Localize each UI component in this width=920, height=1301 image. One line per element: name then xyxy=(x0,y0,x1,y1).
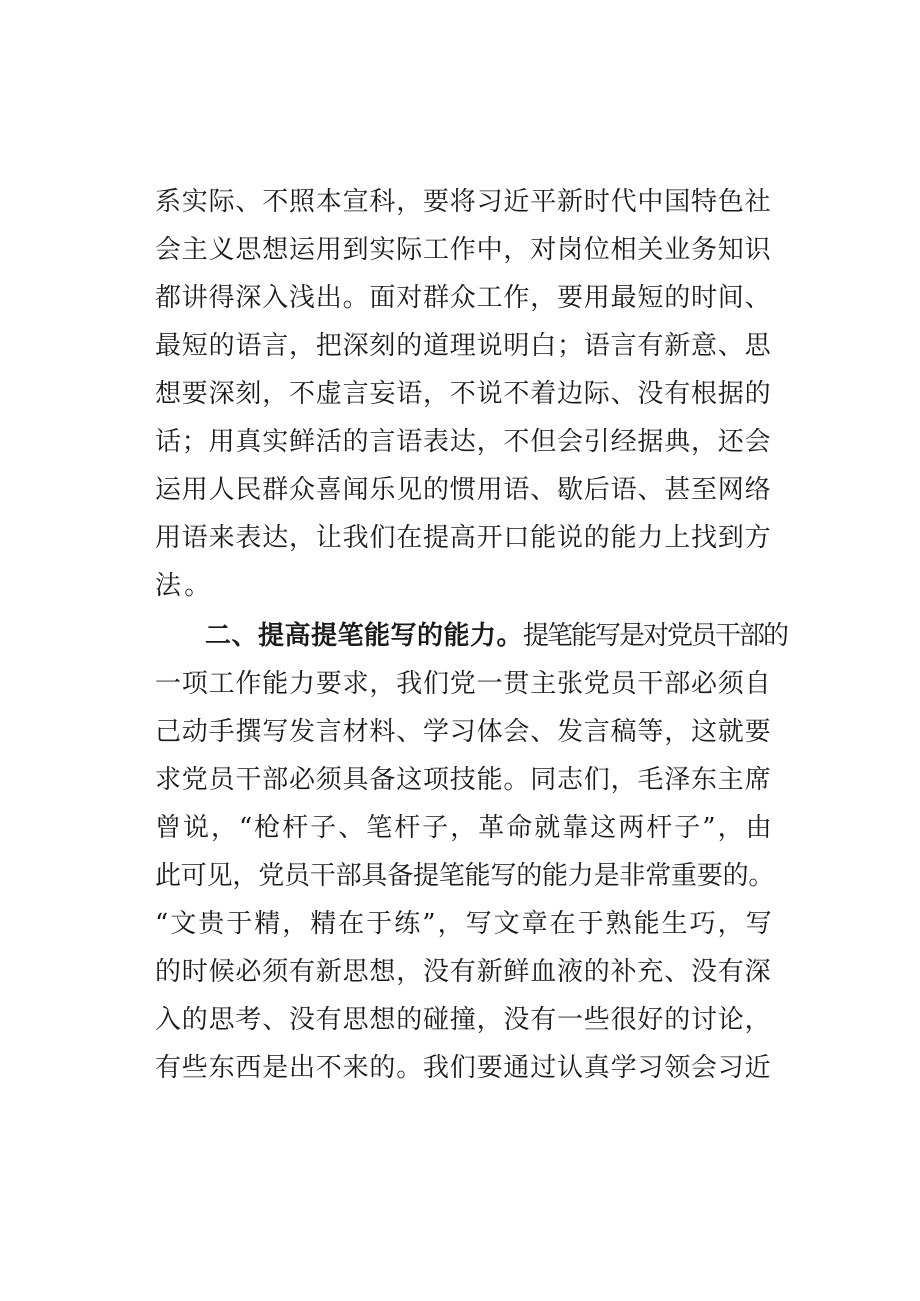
paragraph-1-line-3: 都讲得深入浅出。面对群众工作，要用最短的时间、 xyxy=(155,283,772,313)
paragraph-2-line-10: 有些东西是出不来的。我们要通过认真学习领会习近 xyxy=(155,1053,772,1083)
paragraph-1-line-6: 话；用真实鲜活的言语表达，不但会引经据典，还会 xyxy=(155,427,772,457)
paragraph-2-line-7: “文贵于精，精在于练”，写文章在于熟能生巧，写 xyxy=(155,909,774,939)
paragraph-2-line-8: 的时候必须有新思想，没有新鲜血液的补充、没有深 xyxy=(155,957,772,987)
paragraph-2-first-line-text: 提笔能写是对党员干部的 xyxy=(523,621,788,651)
paragraph-1-line-1: 系实际、不照本宣科，要将习近平新时代中国特色社 xyxy=(155,187,772,217)
paragraph-1-line-7: 运用人民群众喜闻乐见的惯用语、歇后语、甚至网络 xyxy=(155,475,772,505)
paragraph-1-line-4: 最短的语言，把深刻的道理说明白；语言有新意、思 xyxy=(155,331,772,361)
paragraph-2-line-3: 己动手撰写发言材料、学习体会、发言稿等，这就要 xyxy=(155,717,772,747)
paragraph-1-line-8: 用语来表达，让我们在提高开口能说的能力上找到方 xyxy=(155,523,772,553)
paragraph-1-line-2: 会主义思想运用到实际工作中，对岗位相关业务知识 xyxy=(155,235,772,265)
paragraph-2-line-4: 求党员干部必须具备这项技能。同志们，毛泽东主席 xyxy=(155,765,772,795)
paragraph-2-line-9: 入的思考、没有思想的碰撞，没有一些很好的讨论， xyxy=(155,1005,772,1035)
section-heading: 二、提高提笔能写的能力。 xyxy=(205,621,524,651)
paragraph-2-line-5: 曾说，“枪杆子、笔杆子，革命就靠这两杆子”，由 xyxy=(155,813,774,843)
paragraph-2-line-1 xyxy=(205,618,787,654)
paragraph-1-line-5: 想要深刻，不虚言妄语，不说不着边际、没有根据的 xyxy=(155,379,772,409)
paragraph-1-line-9: 法。 xyxy=(155,571,214,601)
paragraph-2-line-6: 此可见，党员干部具备提笔能写的能力是非常重要的。 xyxy=(155,861,775,891)
paragraph-2-line-2: 一项工作能力要求，我们党一贯主张党员干部必须自 xyxy=(155,669,772,699)
